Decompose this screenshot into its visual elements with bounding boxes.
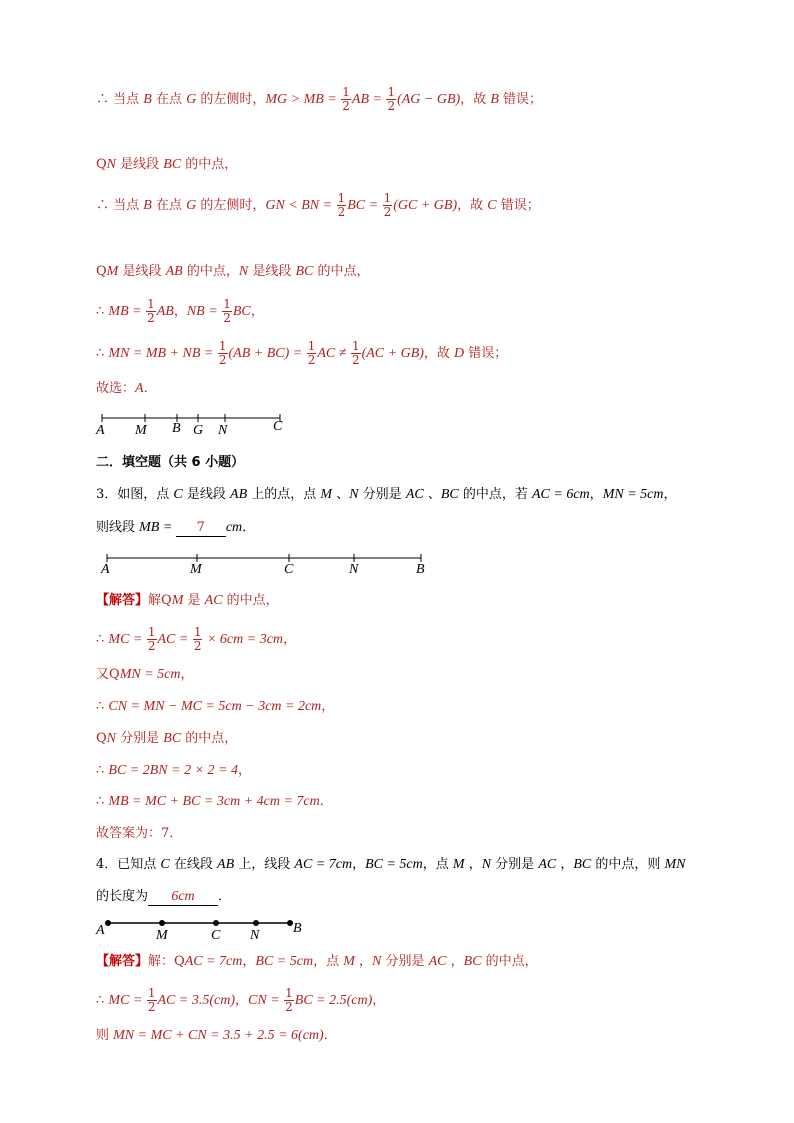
- q4-solution-1: 【解答】解：QAC = 7cm，BC = 5cm，点 M ，N 分别是 AC ，BC 的中点，: [96, 954, 538, 969]
- section-heading: 二．填空题（共 6 小题）: [96, 455, 245, 470]
- solution-line-5: ∴ MB = $\frac{1}{2}$ AB，NB = $\frac{1}{2}$ BC，: [96, 297, 264, 325]
- q4-line-2: 的长度为 6cm ．: [96, 889, 232, 904]
- answer-blank: 7: [176, 520, 226, 537]
- q3-solution-6: ∴ BC = 2BN = 2 × 2 = 4，: [96, 763, 251, 778]
- text: 错误；: [498, 92, 543, 107]
- equation: AB =: [351, 92, 386, 107]
- equation: MG > MB =: [265, 92, 341, 107]
- point-label: A: [96, 423, 105, 438]
- point-label: B: [293, 921, 302, 936]
- fraction: $\frac{1}{2}$: [147, 297, 155, 325]
- solution-line-2: QN 是线段 BC 的中点，: [96, 157, 238, 172]
- point-label: M: [190, 562, 202, 577]
- point-label: B: [416, 562, 425, 577]
- q3-solution-3: 又QMN = 5cm，: [96, 667, 194, 682]
- fraction: $\frac{1}{2}$: [387, 85, 396, 113]
- point-label: G: [193, 423, 204, 438]
- point-label: A: [101, 562, 110, 577]
- q3-line-1: 3．如图，点 C 是线段 AB 上的点，点 M 、N 分别是 AC 、BC 的中点，若 AC = 6cm，MN = 5cm，: [96, 487, 677, 502]
- q4-solution-2: ∴ MC = $\frac{1}{2}$ AC = 3.5(cm)，CN = $\frac{1}{2}$ BC = 2.5(cm)，: [96, 986, 386, 1014]
- solution-line-7: 故选：A．: [96, 381, 157, 396]
- text: 在点: [151, 92, 187, 107]
- text: ，故: [460, 92, 491, 107]
- q3-solution-4: ∴ CN = MN − MC = 5cm − 3cm = 2cm，: [96, 699, 335, 714]
- fraction: $\frac{1}{2}$: [351, 339, 360, 367]
- point-label: N: [218, 423, 228, 438]
- fraction: $\frac{1}{2}$: [307, 339, 316, 367]
- fraction: $\frac{1}{2}$: [342, 85, 350, 113]
- text: ∴ 当点: [96, 92, 144, 107]
- fraction: $\frac{1}{2}$: [337, 191, 346, 219]
- answer-blank: 6cm: [148, 889, 218, 906]
- point-label: M: [156, 928, 168, 943]
- text: 的左侧时，: [196, 92, 266, 107]
- var: B: [143, 92, 152, 107]
- q3-solution-1: 【解答】解QM 是 AC 的中点，: [96, 593, 279, 608]
- option: B: [490, 92, 499, 107]
- q3-solution-2: ∴ MC = $\frac{1}{2}$ AC = $\frac{1}{2}$ × 6cm = 3cm，: [96, 625, 297, 653]
- fraction: $\frac{1}{2}$: [218, 339, 227, 367]
- solution-line-4: QM 是线段 AB 的中点，N 是线段 BC 的中点，: [96, 264, 370, 279]
- point-label: A: [96, 923, 105, 938]
- q3-solution-5: QN 分别是 BC 的中点，: [96, 731, 238, 746]
- point-label: C: [211, 928, 221, 943]
- solution-line-3: ∴ 当点 B 在点 G 的左侧时，GN < BN = $\frac{1}{2}$ BC = $\frac{1}{2}$ (GC + GB)，故 C 错误；: [96, 191, 540, 219]
- point-label: C: [284, 562, 294, 577]
- var: G: [186, 92, 197, 107]
- point-label: N: [349, 562, 359, 577]
- point-label: N: [250, 928, 260, 943]
- solution-line-6: ∴ MN = MB + NB = $\frac{1}{2}$ (AB + BC) = $\frac{1}{2}$ AC ≠ $\frac{1}{2}$ (AC + GB)，故 D 错误；: [96, 339, 508, 367]
- q3-line-2: 则线段 MB = 7 cm．: [96, 520, 256, 535]
- point-label: C: [273, 419, 283, 434]
- fraction: $\frac{1}{2}$: [223, 297, 231, 325]
- q3-answer: 故答案为：7．: [96, 826, 183, 841]
- q3-solution-7: ∴ MB = MC + BC = 3cm + 4cm = 7cm．: [96, 794, 333, 809]
- equation: (AG − GB): [397, 92, 461, 107]
- q4-line-1: 4．已知点 C 在线段 AB 上，线段 AC = 7cm，BC = 5cm，点 M ，N 分别是 AC ，BC 的中点，则 MN: [96, 857, 686, 872]
- fraction: $\frac{1}{2}$: [383, 191, 392, 219]
- because-symbol: Q: [96, 157, 107, 172]
- point-label: M: [135, 423, 147, 438]
- q4-solution-3: 则 MN = MC + CN = 3.5 + 2.5 = 6(cm)．: [96, 1028, 337, 1043]
- point-label: B: [172, 421, 181, 436]
